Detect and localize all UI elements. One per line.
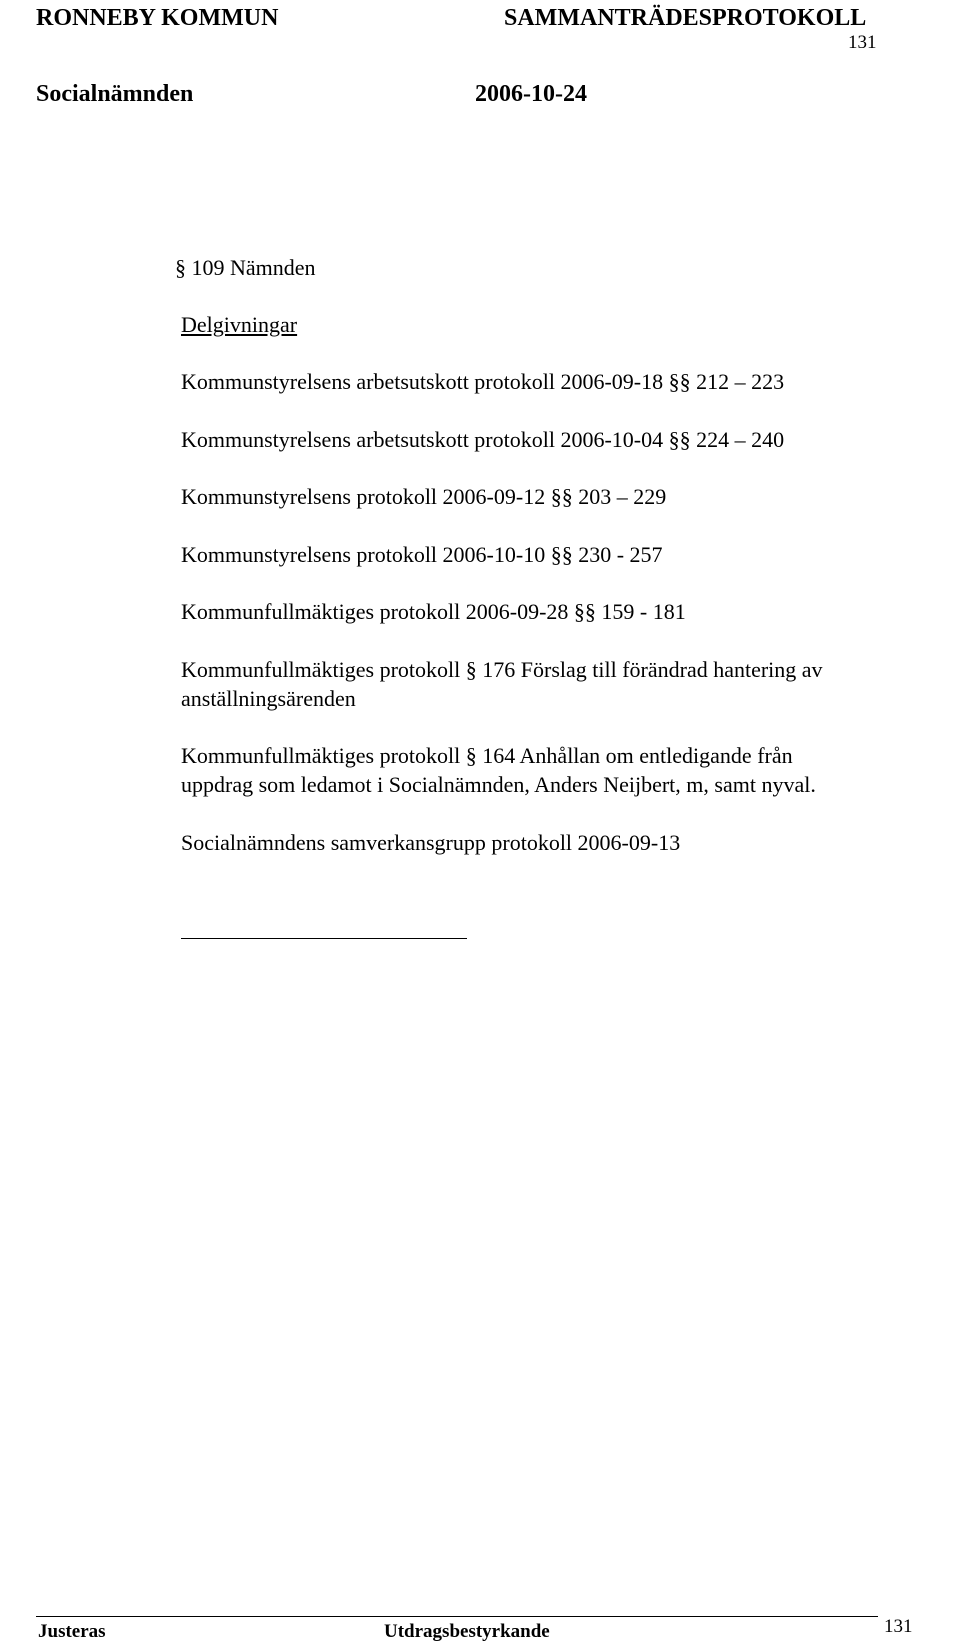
list-item: Kommunstyrelsens protokoll 2006-09-12 §§ 203 – 229 [181, 484, 667, 509]
signature-line [181, 938, 467, 939]
list-item: Kommunfullmäktiges protokoll § 176 Förslag till förändrad hantering av [181, 657, 823, 682]
list-item: Kommunstyrelsens arbetsutskott protokoll 2006-09-18 §§ 212 – 223 [181, 369, 785, 394]
municipality-name: RONNEBY KOMMUN [36, 5, 279, 31]
footer-utdragsbestyrkande: Utdragsbestyrkande [384, 1621, 550, 1642]
section-title: § 109 Nämnden [175, 255, 316, 280]
list-item-continuation: anställningsärenden [181, 686, 356, 711]
section-subtitle: Delgivningar [181, 312, 298, 337]
list-item: Kommunfullmäktiges protokoll § 164 Anhållan om entledigande från [181, 743, 793, 768]
footer-page-number: 131 [884, 1616, 913, 1637]
meeting-date: 2006-10-24 [475, 81, 587, 107]
list-item: Socialnämndens samverkansgrupp protokoll 2006-09-13 [181, 830, 681, 855]
footer-justeras: Justeras [38, 1621, 106, 1642]
document-type: SAMMANTRÄDESPROTOKOLL [504, 5, 867, 31]
list-item: Kommunstyrelsens arbetsutskott protokoll 2006-10-04 §§ 224 – 240 [181, 427, 785, 452]
list-item: Kommunfullmäktiges protokoll 2006-09-28 §§ 159 - 181 [181, 599, 686, 624]
committee-name: Socialnämnden [36, 81, 194, 107]
page-number: 131 [848, 32, 877, 53]
list-item-continuation: uppdrag som ledamot i Socialnämnden, Anders Neijbert, m, samt nyval. [181, 772, 816, 797]
list-item: Kommunstyrelsens protokoll 2006-10-10 §§ 230 - 257 [181, 542, 663, 567]
footer-rule [36, 1616, 878, 1617]
